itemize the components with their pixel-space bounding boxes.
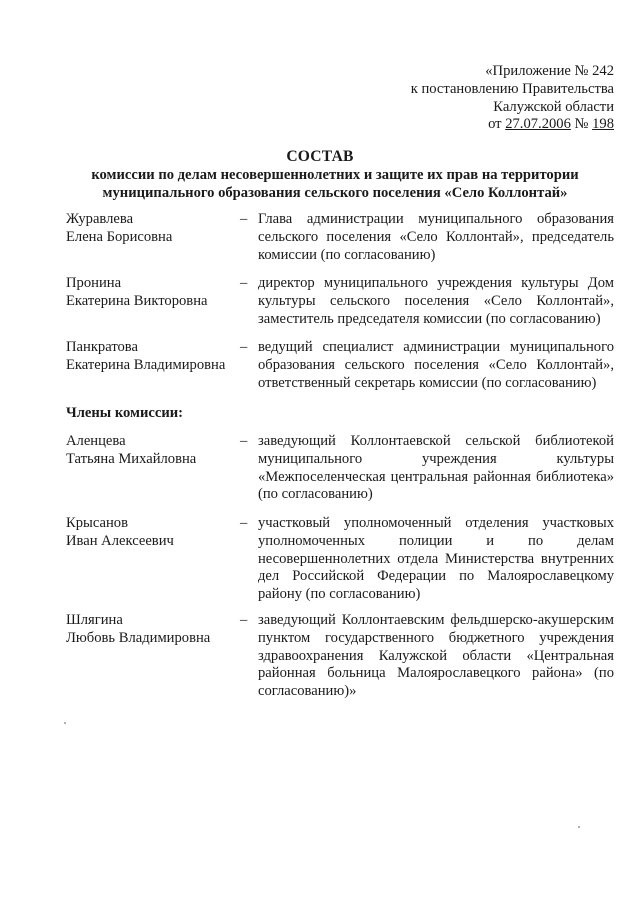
members-heading: Члены комиссии: bbox=[66, 405, 184, 421]
person-role: заведующий Коллонтаевским фельдшерско-акушерским пунктом государственного бюджетного учреждения здравоохранения Калужской области «Центральная районная больница Малоярославецкого района» (по согласованию)» bbox=[258, 612, 614, 700]
dash-separator: – bbox=[240, 211, 248, 227]
person-name bbox=[66, 515, 236, 551]
annex-line-2: к постановлению Правительства bbox=[410, 80, 614, 97]
person-name bbox=[66, 612, 236, 648]
person-given-name: Любовь Владимировна bbox=[66, 629, 211, 646]
person-surname: Журавлева bbox=[66, 211, 134, 227]
person-name bbox=[66, 211, 236, 247]
person-given-name: Татьяна Михайловна bbox=[66, 450, 197, 467]
person-surname: Шлягина bbox=[66, 612, 123, 628]
annex-date: 27.07.2006 bbox=[505, 116, 571, 133]
document-subtitle: комиссии по делам несовершеннолетних и защите их прав на территории муниципального образования сельского поселения «Село Коллонтай» bbox=[91, 167, 579, 201]
person-given-name: Екатерина Владимировна bbox=[66, 356, 226, 373]
annex-number: 198 bbox=[592, 116, 614, 133]
annex-line-1: «Приложение № 242 bbox=[485, 63, 614, 79]
person-role: Глава администрации муниципального образования сельского поселения «Село Коллонтай», председатель комиссии (по согласованию) bbox=[258, 211, 614, 263]
person-role: заведующий Коллонтаевской сельской библиотекой муниципального учреждения культуры «Межпоселенческая центральная районная библиотека» (по согласованию) bbox=[258, 433, 614, 503]
person-role: участковый уполномоченный отделения участковых уполномоченных полиции и по делам несовершеннолетних отдела Министерства внутренних дел Российской Федерации по Малоярославецкому району (по согласованию) bbox=[258, 515, 614, 603]
dash-separator: – bbox=[240, 339, 248, 355]
person-surname: Аленцева bbox=[66, 433, 126, 449]
person-surname: Панкратова bbox=[66, 339, 138, 355]
person-surname: Пронина bbox=[66, 275, 122, 291]
person-given-name: Екатерина Викторовна bbox=[66, 292, 208, 309]
annex-date-prefix: от bbox=[488, 116, 506, 133]
person-given-name: Елена Борисовна bbox=[66, 228, 173, 245]
person-role: ведущий специалист администрации муниципального образования сельского поселения «Село Коллонтай», ответственный секретарь комиссии (по согласованию) bbox=[258, 339, 614, 391]
person-role: директор муниципального учреждения культуры Дом культуры сельского поселения «Село Коллонтай», заместитель председателя комиссии (по согласованию) bbox=[258, 275, 614, 327]
dash-separator: – bbox=[240, 515, 248, 531]
scan-speck bbox=[578, 826, 580, 828]
annex-number-sign: № bbox=[570, 116, 593, 133]
person-surname: Крысанов bbox=[66, 515, 128, 531]
title-text: СОСТАВ bbox=[286, 148, 354, 165]
dash-separator: – bbox=[240, 433, 248, 449]
person-given-name: Иван Алексеевич bbox=[66, 532, 174, 549]
person-name bbox=[66, 275, 236, 311]
person-name bbox=[66, 433, 236, 469]
scan-speck bbox=[64, 722, 66, 724]
annex-line-4 bbox=[411, 116, 614, 134]
annex-line-3: Калужской области bbox=[493, 98, 614, 115]
document-title bbox=[0, 148, 640, 166]
person-name bbox=[66, 339, 236, 375]
dash-separator: – bbox=[240, 612, 248, 628]
annex-block bbox=[411, 63, 614, 134]
dash-separator: – bbox=[240, 275, 248, 291]
